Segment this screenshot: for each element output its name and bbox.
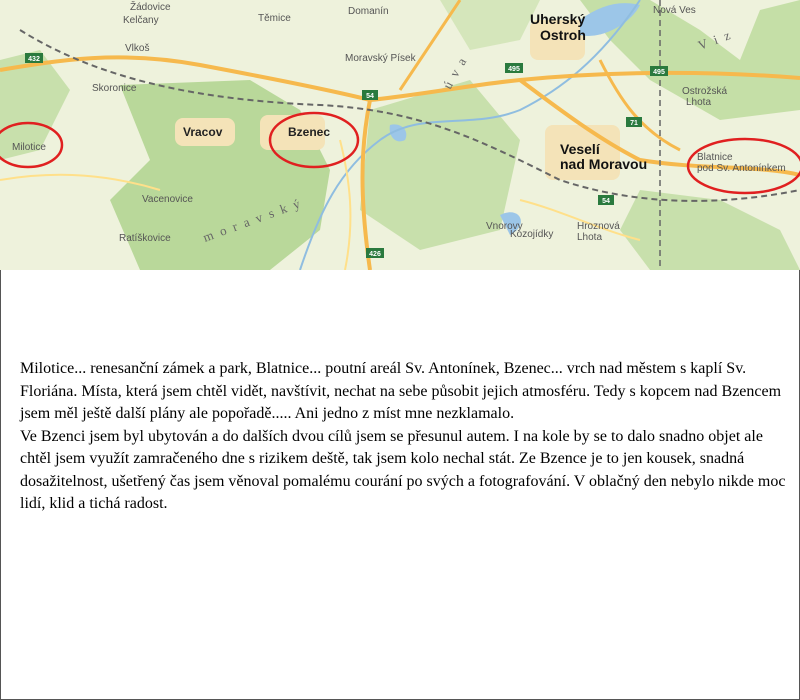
town-label: nad Moravou [560,156,648,172]
region-label: ú v a [439,53,471,92]
road-shield [505,63,523,73]
town-label: Uherský [530,11,586,27]
road-shield [598,195,614,205]
place-label: Blatnice [697,152,733,163]
road-shield [366,248,384,258]
region-label: m o r a v s k ý [200,195,304,245]
svg-text:495: 495 [508,66,520,73]
map-canvas [0,0,800,270]
place-label: Žádovice [130,2,171,13]
region-label: V i z [695,26,734,53]
place-label: Hroznová [577,221,620,232]
place-label: Ostrožská [682,86,728,97]
svg-text:495: 495 [653,69,665,76]
svg-text:54: 54 [602,198,610,205]
place-label: Kelčany [123,15,159,26]
place-label: Domanín [348,6,389,17]
town-label: Ostroh [540,27,586,43]
article-paragraph-1: Milotice... renesanční zámek a park, Blatnice... poutní areál Sv. Antonínek, Bzenec... vrch nad městem s kaplí Sv. Floriána. Místa, která jsem chtěl vidět, navštívit, nechat na sebe působit jejich atmosféru. Tedy s kopcem nad Bzencem jsem měl ještě další plány ale popořadě..... Ani jedno z míst mne nezklamalo. [20,360,782,422]
town-label: Veselí [560,141,600,157]
svg-text:71: 71 [630,120,638,127]
road-shield [650,66,668,76]
road-shield [626,117,642,127]
place-label: Vnorovy [486,221,523,232]
svg-text:426: 426 [369,251,381,258]
place-label: Lhota [577,232,603,243]
article-body [20,358,790,516]
place-label: pod Sv. Antonínkem [697,163,786,174]
map-image [0,0,800,270]
svg-text:54: 54 [366,93,374,100]
place-label: Nová Ves [653,5,696,16]
road-shield [25,53,43,63]
place-label: Těmice [258,13,291,24]
place-label: Milotice [12,142,46,153]
road-shield [362,90,378,100]
place-label: Vacenovice [142,194,193,205]
place-label: Ratíškovice [119,233,171,244]
place-label: Moravský Písek [345,53,416,64]
place-label: Lhota [686,97,712,108]
article-paragraph-2: Ve Bzenci jsem byl ubytován a do dalších dvou cílů jsem se přesunul autem. I na kole by se to dalo snadno objet ale chtěl jsem využít zamračeného dne s rizikem deště, tak jsem kolo nechal stát. Ze Bzence je to jen kousek, snadná dosažitelnost, ušetřený čas jsem věnoval pomalému courání po svých a fotografování. V oblačný den nebylo nikde moc lidí, klid a tichá radost. [20,427,786,512]
svg-text:432: 432 [28,56,40,63]
place-label: Kozojídky [510,229,554,240]
town-label: Vracov [183,125,223,139]
town-label: Bzenec [288,125,331,139]
place-label: Vlkoš [125,43,150,54]
place-label: Skoronice [92,83,137,94]
